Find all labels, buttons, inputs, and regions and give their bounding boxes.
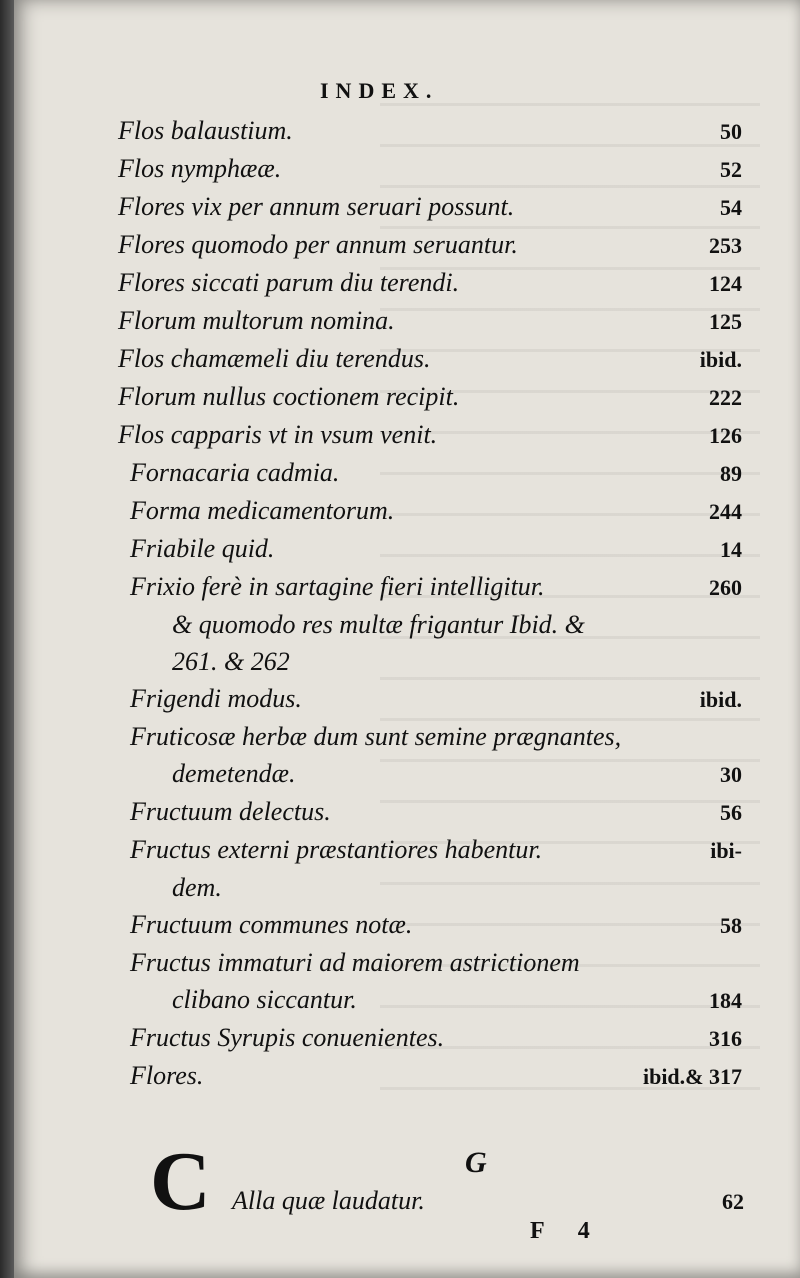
entry-text: Flos capparis vt in vsum venit. bbox=[118, 420, 438, 449]
book-gutter bbox=[0, 0, 14, 1278]
index-entry bbox=[118, 1019, 742, 1057]
entry-text: Flos balaustium. bbox=[118, 116, 293, 145]
index-entry bbox=[118, 492, 742, 530]
index-entry bbox=[118, 226, 742, 264]
entry-text: clibano siccantur. bbox=[172, 985, 357, 1014]
index-entry bbox=[118, 831, 742, 869]
entry-text: Fruticosæ herbæ dum sunt semine prægnantes, bbox=[130, 722, 622, 751]
entry-page-number: 124 bbox=[709, 271, 742, 296]
section-g bbox=[150, 1135, 750, 1230]
entry-page-number: ibi- bbox=[710, 838, 742, 863]
index-entry bbox=[118, 944, 742, 981]
entry-page-number: 244 bbox=[709, 499, 742, 524]
entry-continuation bbox=[118, 869, 742, 906]
index-entry bbox=[118, 378, 742, 416]
entry-page-number: 260 bbox=[709, 575, 742, 600]
index-entry bbox=[118, 416, 742, 454]
entry-continuation bbox=[118, 981, 742, 1019]
entry-text: Frigendi modus. bbox=[130, 684, 302, 713]
entry-page-number: 62 bbox=[722, 1189, 744, 1214]
entry-text: Fructus externi præstantiores habentur. bbox=[130, 835, 543, 864]
index-entry bbox=[118, 150, 742, 188]
index-entry bbox=[118, 568, 742, 606]
entry-text: dem. bbox=[172, 873, 222, 902]
index-entry bbox=[118, 302, 742, 340]
entry-text: Flores vix per annum seruari possunt. bbox=[118, 192, 515, 221]
entry-text: Fructuum delectus. bbox=[130, 797, 331, 826]
entry-text: Flores siccati parum diu terendi. bbox=[118, 268, 460, 297]
entry-text: Flos chamæmeli diu terendus. bbox=[118, 344, 431, 373]
entry-page-number: 52 bbox=[720, 157, 742, 182]
entry-text: Florum multorum nomina. bbox=[118, 306, 395, 335]
entry-continuation bbox=[118, 606, 742, 643]
entry-text: demetendæ. bbox=[172, 759, 296, 788]
entry-text: Frixio ferè in sartagine fieri intelligitur. bbox=[130, 572, 545, 601]
entry-text: Fructuum communes notæ. bbox=[130, 910, 413, 939]
index-entry bbox=[118, 530, 742, 568]
entry-text: Forma medicamentorum. bbox=[130, 496, 395, 525]
entry-text: Fructus immaturi ad maiorem astrictionem bbox=[130, 948, 580, 977]
entry-page-number: 56 bbox=[720, 800, 742, 825]
entry-page-number: 89 bbox=[720, 461, 742, 486]
index-entry bbox=[118, 264, 742, 302]
entry-page-number: ibid. bbox=[699, 347, 742, 372]
entry-text: Alla quæ laudatur. bbox=[232, 1186, 425, 1215]
entry-continuation bbox=[118, 755, 742, 793]
entry-text: Flos nymphææ. bbox=[118, 154, 282, 183]
index-entry bbox=[118, 340, 742, 378]
drop-cap-letter: C bbox=[150, 1135, 211, 1228]
section-heading: G bbox=[465, 1146, 487, 1179]
entry-text: Flores. bbox=[130, 1061, 204, 1090]
index-entry bbox=[118, 793, 742, 831]
index-entry bbox=[118, 454, 742, 492]
entry-text: Flores quomodo per annum seruantur. bbox=[118, 230, 518, 259]
entry-page-number: 58 bbox=[720, 913, 742, 938]
entry-page-number: 126 bbox=[709, 423, 742, 448]
entry-page-number: ibid. bbox=[699, 687, 742, 712]
entry-page-number: 14 bbox=[720, 537, 742, 562]
entry-page-number: 222 bbox=[709, 385, 742, 410]
signature-mark: F 4 bbox=[530, 1218, 604, 1244]
index-entry bbox=[118, 906, 742, 944]
entry-text: & quomodo res multæ frigantur Ibid. & bbox=[172, 610, 585, 639]
entry-text: Florum nullus coctionem recipit. bbox=[118, 382, 460, 411]
entry-page-number: 54 bbox=[720, 195, 742, 220]
index-entry bbox=[118, 1057, 742, 1095]
page-header: INDEX. bbox=[320, 78, 439, 103]
entry-continuation bbox=[118, 643, 742, 680]
entry-text: Fornacaria cadmia. bbox=[130, 458, 340, 487]
entry-page-number: 50 bbox=[720, 119, 742, 144]
index-entry bbox=[232, 1186, 744, 1216]
entry-page-number: 125 bbox=[709, 309, 742, 334]
index-entries bbox=[118, 112, 742, 1095]
index-entry bbox=[118, 188, 742, 226]
index-entry bbox=[118, 718, 742, 755]
entry-page-number: ibid.& 317 bbox=[642, 1064, 742, 1089]
index-entry bbox=[118, 680, 742, 718]
index-entry bbox=[118, 112, 742, 150]
entry-page-number: 30 bbox=[720, 762, 742, 787]
entry-text: Fructus Syrupis conuenientes. bbox=[130, 1023, 445, 1052]
entry-page-number: 184 bbox=[709, 988, 742, 1013]
entry-page-number: 316 bbox=[709, 1026, 742, 1051]
entry-page-number: 253 bbox=[709, 233, 742, 258]
entry-text: Friabile quid. bbox=[130, 534, 275, 563]
entry-text: 261. & 262 bbox=[172, 647, 290, 676]
